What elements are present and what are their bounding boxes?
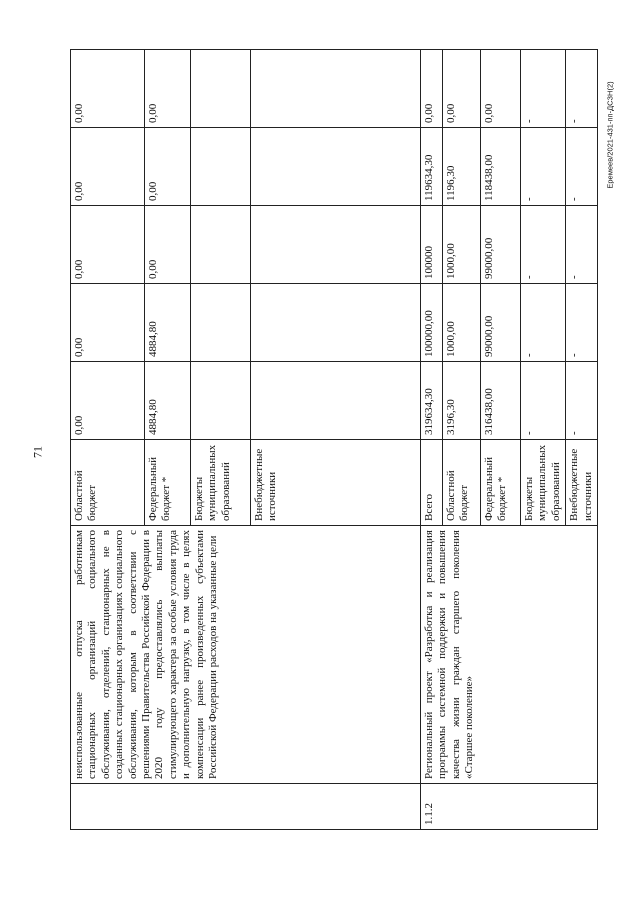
value-cell: -: [521, 284, 566, 362]
value-cell: [191, 362, 251, 440]
value-cell: 4884,80: [145, 284, 191, 362]
page-number: 71: [30, 446, 45, 458]
funding-source: Областной бюджет: [71, 440, 145, 526]
value-cell: 0,00: [71, 284, 145, 362]
value-cell: 1196,30: [443, 128, 481, 206]
value-cell: [191, 50, 251, 128]
table-row: [421, 50, 443, 830]
value-cell: [191, 206, 251, 284]
document-id-note: Еремеев/2021-431-пп-ДСЗН(2): [605, 81, 615, 189]
value-cell: 1000,00: [443, 206, 481, 284]
funding-source: Внебюджетные источники: [566, 440, 598, 526]
value-cell: 0,00: [145, 206, 191, 284]
value-cell: 118438,00: [481, 128, 521, 206]
value-cell: 0,00: [71, 362, 145, 440]
row-description: неиспользованные отпуска работникам стационарных организаций социального обслуживания, отделений, стационарных не в созданных стационарных организациях социального обслуживания, которым в соответствии с решениями Правительства Российской Федерации в 2020 году предоставлялись выплаты стимулирующего характера за особые условия труда и дополнительную нагрузку, в том числе в целях компенсации ранее произведенных субъектами Российской Федерации расходов на указанные цели: [71, 526, 421, 784]
value-cell: 99000,00: [481, 284, 521, 362]
value-cell: 0,00: [71, 50, 145, 128]
value-cell: 0,00: [71, 128, 145, 206]
value-cell: [251, 128, 421, 206]
funding-source: Областной бюджет: [443, 440, 481, 526]
value-cell: [251, 362, 421, 440]
funding-source: Федеральный бюджет *: [481, 440, 521, 526]
value-cell: -: [521, 128, 566, 206]
table-row: [71, 50, 145, 830]
rotated-table-container: [70, 50, 594, 830]
funding-source: Бюджеты муниципальных образований: [191, 440, 251, 526]
funding-source: Всего: [421, 440, 443, 526]
value-cell: 0,00: [421, 50, 443, 128]
value-cell: -: [566, 206, 598, 284]
row-code: [71, 784, 421, 830]
value-cell: -: [566, 50, 598, 128]
value-cell: 0,00: [145, 128, 191, 206]
value-cell: 100000,00: [421, 284, 443, 362]
funding-source: Бюджеты муниципальных образований: [521, 440, 566, 526]
value-cell: [191, 128, 251, 206]
value-cell: [191, 284, 251, 362]
value-cell: 100000: [421, 206, 443, 284]
value-cell: 316438,00: [481, 362, 521, 440]
value-cell: -: [566, 284, 598, 362]
value-cell: 119634,30: [421, 128, 443, 206]
funding-source: Федеральный бюджет *: [145, 440, 191, 526]
row-description: Региональный проект «Разработка и реализация программы системной поддержки и повышения качества жизни граждан старшего поколения «Старшее поколение»: [421, 526, 598, 784]
value-cell: -: [566, 128, 598, 206]
value-cell: [251, 206, 421, 284]
value-cell: 3196,30: [443, 362, 481, 440]
value-cell: -: [521, 362, 566, 440]
row-code: 1.1.2: [421, 784, 598, 830]
value-cell: 1000,00: [443, 284, 481, 362]
funding-source: Внебюджетные источники: [251, 440, 421, 526]
value-cell: 0,00: [481, 50, 521, 128]
value-cell: 0,00: [443, 50, 481, 128]
value-cell: -: [521, 50, 566, 128]
value-cell: 4884,80: [145, 362, 191, 440]
value-cell: 99000,00: [481, 206, 521, 284]
value-cell: [251, 50, 421, 128]
value-cell: -: [566, 362, 598, 440]
value-cell: 319634,30: [421, 362, 443, 440]
value-cell: [251, 284, 421, 362]
value-cell: -: [521, 206, 566, 284]
value-cell: 0,00: [145, 50, 191, 128]
budget-table: [70, 49, 598, 830]
value-cell: 0,00: [71, 206, 145, 284]
